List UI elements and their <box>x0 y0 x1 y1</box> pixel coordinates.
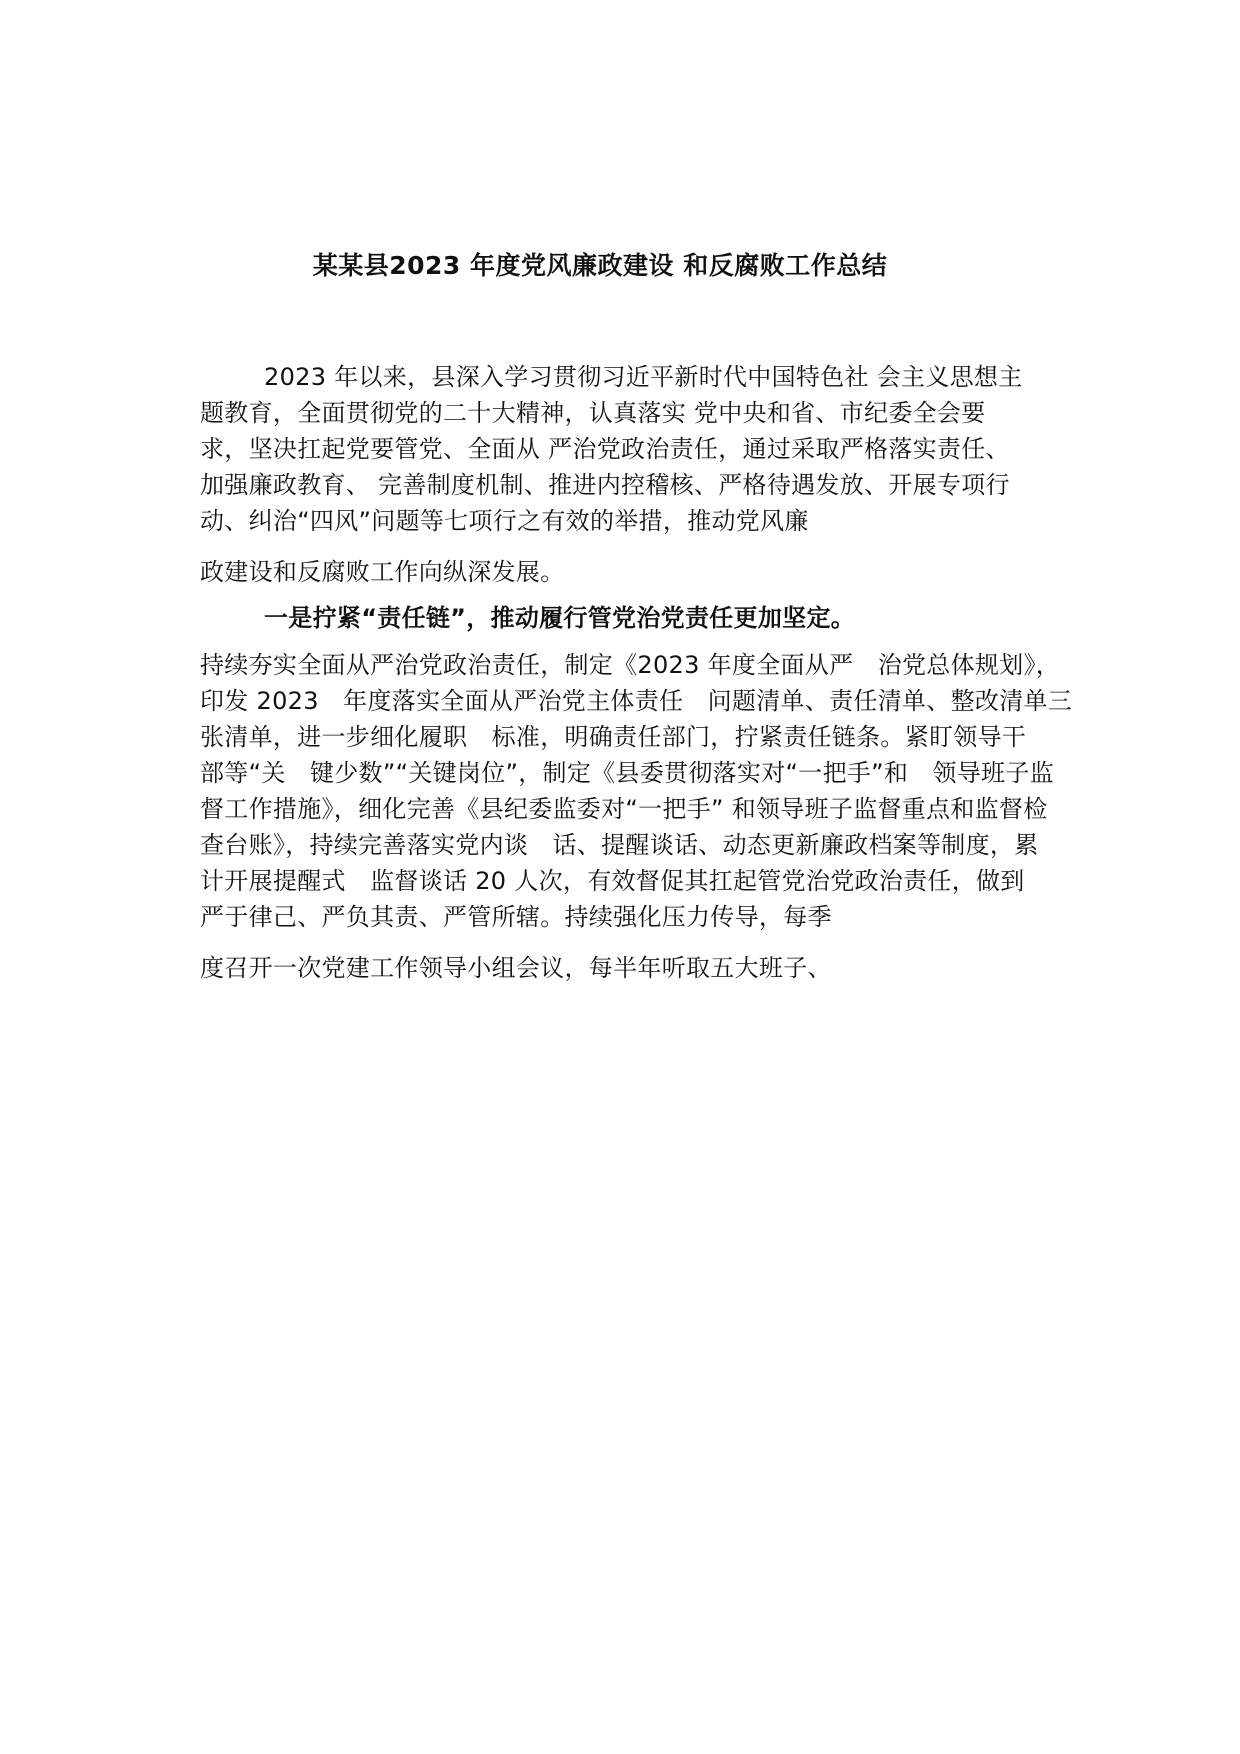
paragraph-line: 持续夯实全面从严治党政治责任，制定《2023 年度全面从严 治党总体规划》， <box>200 651 1061 679</box>
paragraph-line: 加强廉政教育、 完善制度机制、推进内控稽核、严格待遇发放、开展专项行 <box>200 471 1010 499</box>
paragraph-line: 度召开一次党建工作领导小组会议，每半年听取五大班子、 <box>200 954 832 982</box>
document-title: 某某县2023 年度党风廉政建设 和反腐败工作总结 <box>312 251 888 280</box>
paragraph-line: 计开展提醒式 监督谈话 20 人次，有效督促其扛起管党治党政治责任，做到 <box>200 867 1025 895</box>
paragraph-line: 题教育，全面贯彻党的二十大精神，认真落实 党中央和省、市纪委全会要 <box>200 399 986 427</box>
paragraph-line: 督工作措施》，细化完善《县纪委监委对“一把手” 和领导班子监督重点和监督检 <box>200 795 1048 823</box>
paragraph-line: 2023 年以来，县深入学习贯彻习近平新时代中国特色社 会主义思想主 <box>264 363 1023 391</box>
paragraph-line: 查台账》，持续完善落实党内谈 话、提醒谈话、动态更新廉政档案等制度，累 <box>200 831 1039 859</box>
paragraph-line: 政建设和反腐败工作向纵深发展。 <box>200 558 565 586</box>
section-heading: 一是拧紧“责任链”，推动履行管党治党责任更加坚定。 <box>264 604 856 632</box>
paragraph-line: 部等“关 键少数”“关键岗位”，制定《县委贯彻落实对“一把手”和 领导班子监 <box>200 759 1054 787</box>
paragraph-line: 印发 2023 年度落实全面从严治党主体责任 问题清单、责任清单、整改清单三 <box>200 687 1073 715</box>
paragraph-line: 严于律己、严负其责、严管所辖。持续强化压力传导，每季 <box>200 903 832 931</box>
paragraph-line: 求，坚决扛起党要管党、全面从 严治党政治责任，通过采取严格落实责任、 <box>200 435 1010 463</box>
paragraph-line: 动、纠治“四风”问题等七项行之有效的举措，推动党风廉 <box>200 507 809 535</box>
paragraph-line: 张清单，进一步细化履职 标准，明确责任部门，拧紧责任链条。紧盯领导干 <box>200 723 1027 751</box>
